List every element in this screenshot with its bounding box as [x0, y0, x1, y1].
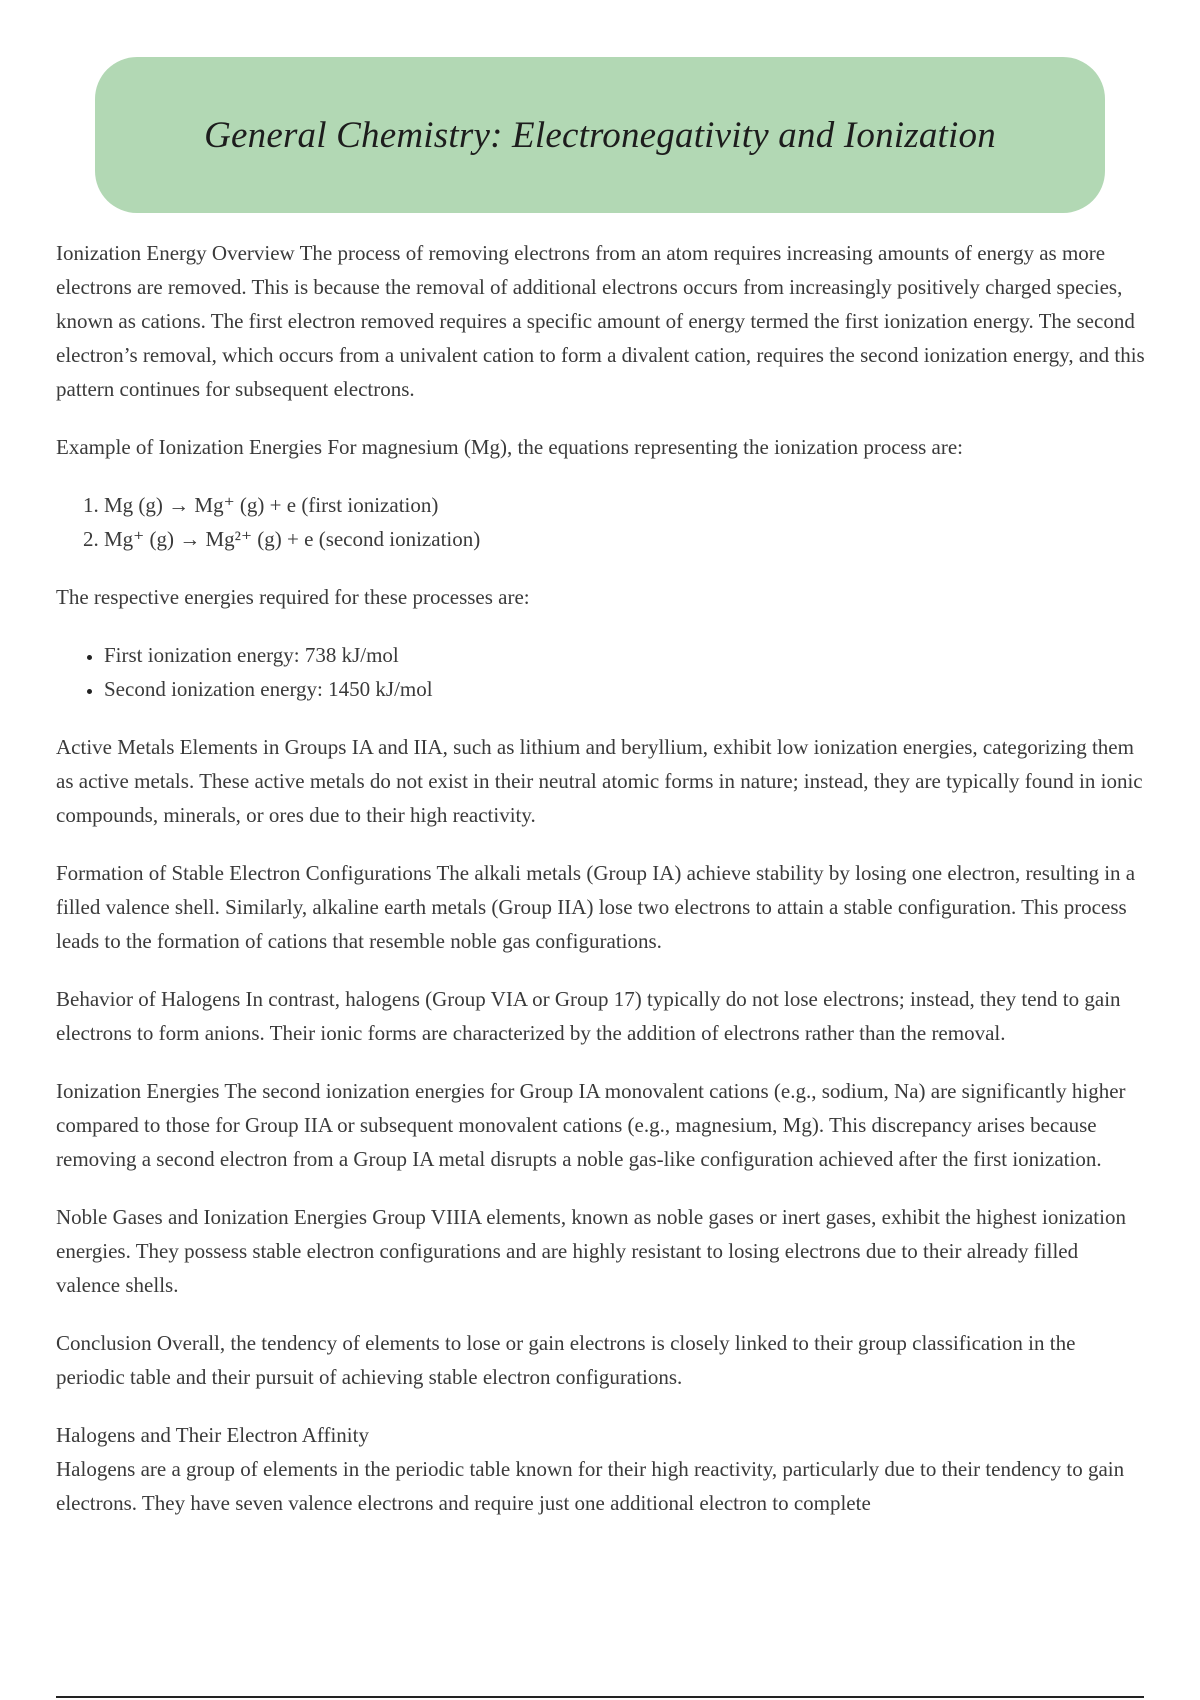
paragraph-respective-energies: The respective energies required for these processes are:	[56, 585, 530, 609]
section-heading-halogens: Halogens and Their Electron Affinity	[56, 1423, 369, 1447]
paragraph-halogen-behavior: Behavior of Halogens In contrast, halogens (Group VIA or Group 17) typically do not lose electrons; instead, they tend to gain electrons to form anions. Their ionic forms are characterized by the addition of electrons rather than the removal.	[56, 987, 1121, 1045]
list-item: 1. Mg (g) → Mg⁺ (g) + e (first ionization)	[104, 488, 1146, 522]
paragraph-ionization-overview: Ionization Energy Overview The process of removing electrons from an atom requires increasing amounts of energy as more electrons are removed. This is because the removal of additional electrons occurs from increasingly positively charged species, known as cations. The first electron removed requires a specific amount of energy termed the first ionization energy. The second electron’s removal, which occurs from a univalent cation to form a divalent cation, requires the second ionization energy, and this pattern continues for subsequent electrons.	[56, 241, 1145, 401]
document-body	[56, 236, 1146, 1544]
paragraph-conclusion: Conclusion Overall, the tendency of elements to lose or gain electrons is closely linked to their group classification in the periodic table and their pursuit of achieving stable electron configurations.	[56, 1331, 1076, 1389]
paragraph-ionization-energies: Ionization Energies The second ionization energies for Group IA monovalent cations (e.g., sodium, Na) are significantly higher compared to those for Group IIA or subsequent monovalent cations (e.g., magnesium, Mg). This discrepancy arises because removing a second electron from a Group IA metal disrupts a noble gas-like configuration achieved after the first ionization.	[56, 1079, 1126, 1171]
energy-list	[56, 638, 1146, 706]
list-item: • First ionization energy: 738 kJ/mol	[104, 638, 1146, 672]
list-item: 2. Mg⁺ (g) → Mg²⁺ (g) + e (second ionization)	[104, 522, 1146, 556]
page-title: General Chemistry: Electronegativity and Ionization	[204, 114, 996, 156]
list-item: • Second ionization energy: 1450 kJ/mol	[104, 672, 1146, 706]
paragraph-ionization-example: Example of Ionization Energies For magnesium (Mg), the equations representing the ionization process are:	[56, 435, 964, 459]
paragraph-active-metals: Active Metals Elements in Groups IA and IIA, such as lithium and beryllium, exhibit low ionization energies, categorizing them as active metals. These active metals do not exist in their neutral atomic forms in nature; instead, they are typically found in ionic compounds, minerals, or ores due to their high reactivity.	[56, 735, 1143, 827]
footer-divider	[56, 1696, 1144, 1698]
paragraph-noble-gases: Noble Gases and Ionization Energies Group VIIIA elements, known as noble gases or inert gases, exhibit the highest ionization energies. They possess stable electron configurations and are highly resistant to losing electrons due to their already filled valence shells.	[56, 1205, 1126, 1297]
title-banner	[95, 57, 1105, 213]
paragraph-stable-configurations: Formation of Stable Electron Configurations The alkali metals (Group IA) achieve stability by losing one electron, resulting in a filled valence shell. Similarly, alkaline earth metals (Group IIA) lose two electrons to attain a stable configuration. This process leads to the formation of cations that resemble noble gas configurations.	[56, 861, 1136, 953]
paragraph-halogens: Halogens are a group of elements in the periodic table known for their high reactivity, particularly due to their tendency to gain electrons. They have seven valence electrons and require just one additional electron to complete	[56, 1457, 1125, 1515]
equation-list	[56, 488, 1146, 556]
